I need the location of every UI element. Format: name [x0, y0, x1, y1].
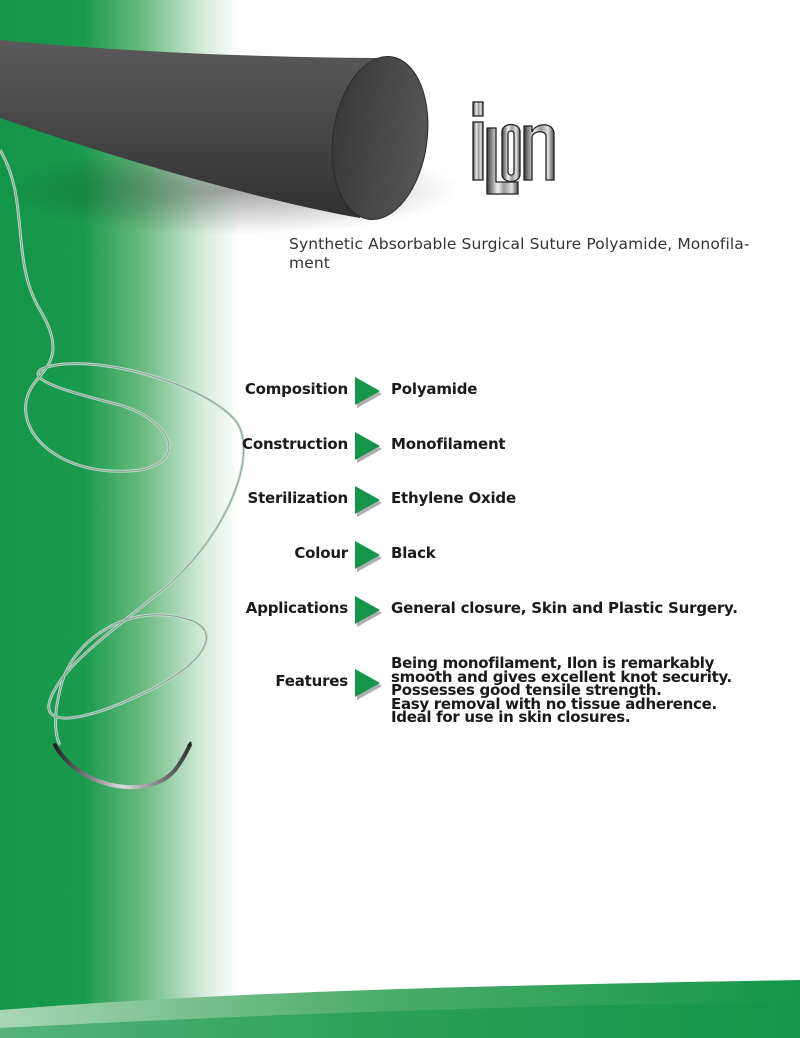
spec-label: Construction — [242, 435, 348, 453]
spec-value: Black — [391, 544, 436, 562]
spec-value: Polyamide — [391, 380, 478, 398]
spec-label: Sterilization — [247, 489, 348, 507]
spec-value: General closure, Skin and Plastic Surgery. — [391, 599, 738, 617]
play-arrow-icon — [354, 376, 384, 408]
play-arrow-icon — [354, 431, 384, 463]
features-text — [391, 654, 791, 726]
spec-label: Applications — [245, 599, 348, 617]
feature-line: Easy removal with no tissue adherence. — [391, 694, 717, 713]
spec-label: Features — [275, 672, 348, 690]
play-arrow-icon — [354, 540, 384, 572]
product-subtitle: Synthetic Absorbable Surgical Suture Polyamide, Monofila-ment — [289, 235, 750, 272]
spec-label: Colour — [294, 544, 348, 562]
feature-line: Possesses good tensile strength. — [391, 681, 662, 699]
spec-value: Monofilament — [391, 435, 506, 453]
feature-line: Being monofilament, Ilon is remarkably — [391, 654, 715, 672]
feature-line: smooth and gives excellent knot security. — [391, 667, 732, 686]
play-arrow-icon — [354, 668, 384, 700]
feature-line: Ideal for use in skin closures. — [391, 708, 631, 726]
spec-value: Ethylene Oxide — [391, 489, 516, 507]
play-arrow-icon — [354, 595, 384, 627]
spec-label: Composition — [244, 380, 348, 398]
play-arrow-icon — [354, 485, 384, 517]
